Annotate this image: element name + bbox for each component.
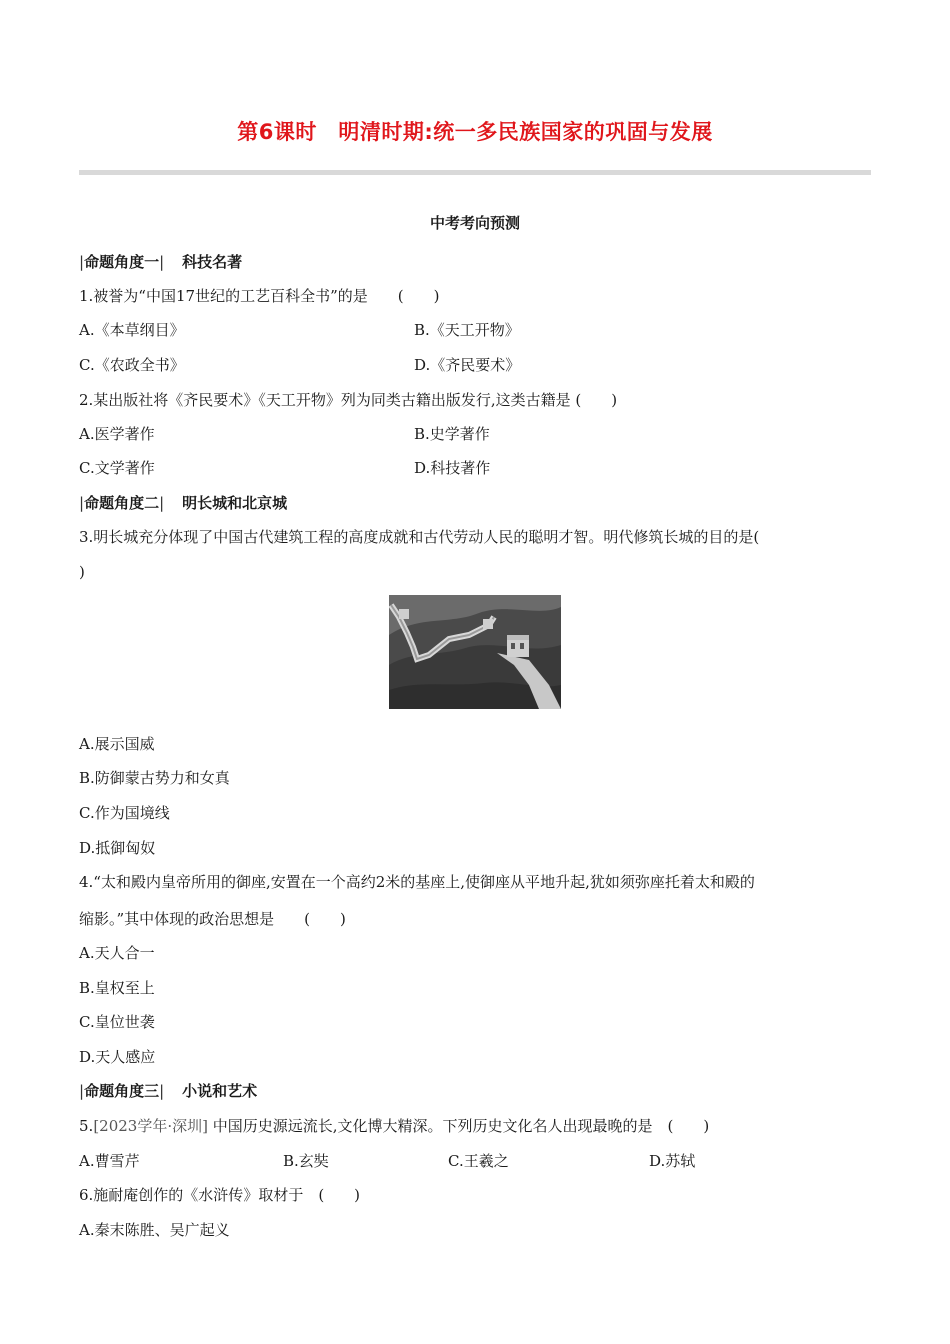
q5-number: 5. — [79, 1117, 94, 1135]
q1-option-d: D.《齐民要术》 — [414, 356, 521, 374]
q3-option-b: B.防御蒙古势力和女真 — [79, 769, 230, 787]
q2-option-b: B.史学著作 — [414, 425, 490, 443]
question-6-stem: 6.施耐庵创作的《水浒传》取材于 ( ) — [79, 1186, 361, 1204]
q3-option-d: D.抵御匈奴 — [79, 839, 156, 857]
angle-heading-3: |命题角度三| 小说和艺术 — [79, 1082, 258, 1100]
q1-option-c: C.《农政全书》 — [79, 356, 185, 374]
angle-2-prefix: 命题角度二 — [84, 494, 160, 512]
angle-3-name: 小说和艺术 — [182, 1082, 258, 1100]
q2-option-d: D.科技著作 — [414, 459, 491, 477]
great-wall-photo — [389, 595, 561, 709]
angle-heading-2: |命题角度二| 明长城和北京城 — [79, 494, 288, 512]
q5-option-c: C.王羲之 — [448, 1152, 509, 1170]
question-4-stem-line1: 4.“太和殿内皇帝所用的御座,安置在一个高约2米的基座上,使御座从平地升起,犹如须弥座托着太和殿的 — [79, 873, 755, 891]
q1-option-b: B.《天工开物》 — [414, 321, 520, 339]
angle-1-name: 科技名著 — [182, 253, 243, 271]
q5-text: 中国历史源远流长,文化博大精深。下列历史文化名人出现最晚的是 ( ) — [212, 1117, 710, 1135]
angle-3-prefix: 命题角度三 — [84, 1082, 160, 1100]
q3-option-c: C.作为国境线 — [79, 804, 170, 822]
q5-option-a: A.曹雪芹 — [79, 1152, 140, 1170]
q2-option-c: C.文学著作 — [79, 459, 155, 477]
question-3-stem-line2: ) — [79, 563, 85, 581]
angle-2-name: 明长城和北京城 — [182, 494, 288, 512]
angle-1-prefix: 命题角度一 — [84, 253, 160, 271]
q4-option-a: A.天人合一 — [79, 944, 155, 962]
question-5-stem — [79, 1116, 709, 1136]
q3-option-a: A.展示国威 — [79, 735, 155, 753]
q4-option-c: C.皇位世袭 — [79, 1013, 155, 1031]
question-4-stem-line2: 缩影。”其中体现的政治思想是 ( ) — [79, 910, 346, 928]
angle-heading-1: |命题角度一| 科技名著 — [79, 253, 243, 271]
q1-option-a: A.《本草纲目》 — [79, 321, 185, 339]
q5-option-d: D.苏轼 — [649, 1152, 696, 1170]
q5-source-tag: [2023学年·深圳] — [93, 1117, 208, 1135]
q5-option-b: B.玄奘 — [283, 1152, 329, 1170]
q6-option-a: A.秦末陈胜、吴广起义 — [79, 1221, 230, 1239]
question-2-stem: 2.某出版社将《齐民要术》《天工开物》列为同类古籍出版发行,这类古籍是 ( ) — [79, 391, 618, 409]
title-divider — [79, 170, 871, 175]
page-title: 第6课时 明清时期:统一多民族国家的巩固与发展 — [237, 120, 713, 144]
question-3-stem-line1: 3.明长城充分体现了中国古代建筑工程的高度成就和古代劳动人民的聪明才智。明代修筑长城的目的是( — [79, 528, 760, 546]
q2-option-a: A.医学著作 — [79, 425, 155, 443]
question-1-stem: 1.被誉为“中国17世纪的工艺百科全书”的是 ( ) — [79, 287, 440, 305]
q4-option-d: D.天人感应 — [79, 1048, 156, 1066]
section-heading: 中考考向预测 — [429, 214, 520, 232]
q4-option-b: B.皇权至上 — [79, 979, 155, 997]
